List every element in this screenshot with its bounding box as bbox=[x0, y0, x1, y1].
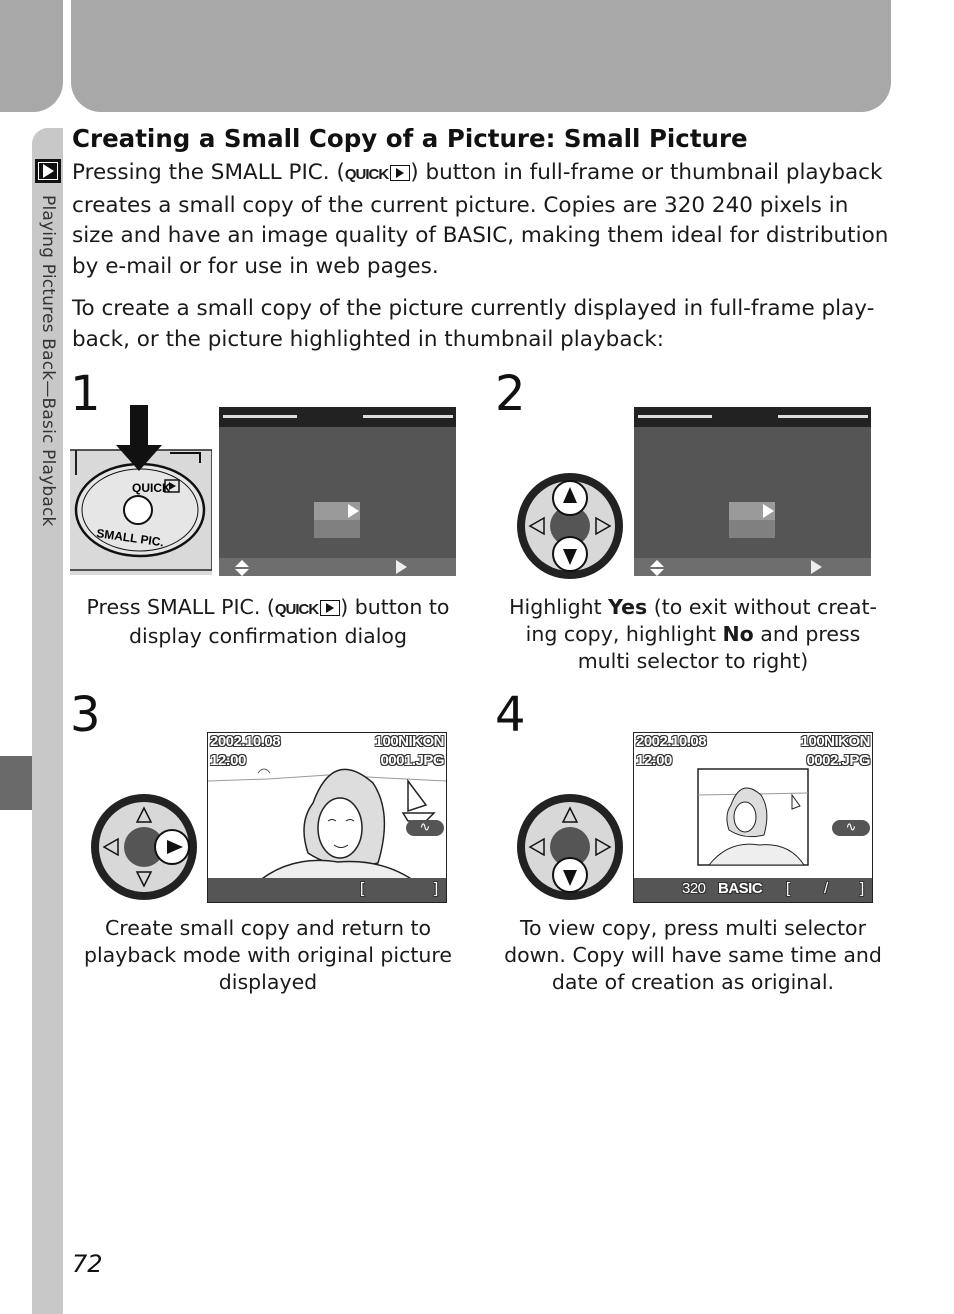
folder-readout: 100NIKON bbox=[800, 733, 870, 750]
playback-icon bbox=[35, 159, 61, 183]
updown-icon bbox=[235, 560, 249, 576]
multi-selector-right bbox=[90, 793, 200, 903]
step-4-caption: To view copy, press multi selector down. Copy will have same time and date of creation as original. bbox=[504, 916, 882, 994]
play-icon bbox=[390, 165, 410, 181]
step-3-number: 3 bbox=[70, 687, 101, 743]
page-title: Creating a Small Copy of a Picture: Small Picture bbox=[72, 124, 748, 153]
file-readout: 0001.JPG bbox=[380, 752, 444, 769]
right-arrow-icon bbox=[396, 560, 407, 574]
small-pic-label: SMALL PIC. bbox=[210, 160, 330, 185]
intro-paragraph: Pressing the SMALL PIC. (QUICK ) button in full-frame or thumbnail playback creates a small copy of the current picture. Copies are 320 240 pixels in size and have an image quality of BASIC, making them ideal for distribution by e-mail or for use in web pages. bbox=[72, 160, 889, 279]
camera-small-pic-label: SMALL PIC. bbox=[95, 526, 165, 550]
step-4-number: 4 bbox=[495, 687, 526, 743]
chapter-marker bbox=[0, 756, 32, 810]
playback-screen-original: 2002.10.08 12:00 100NIKON 0001.JPG ∿ [ ] bbox=[207, 732, 447, 903]
file-readout: 0002.JPG bbox=[806, 752, 870, 769]
time-readout: 12:00 bbox=[210, 752, 246, 769]
quick-label: QUICK bbox=[344, 166, 389, 183]
time-readout: 12:00 bbox=[636, 752, 672, 769]
date-readout: 2002.10.08 bbox=[210, 733, 281, 750]
multi-selector-down bbox=[516, 793, 626, 903]
step-3-caption: Create small copy and return to playback mode with original picture displayed bbox=[83, 916, 453, 994]
camera-button-illustration bbox=[70, 405, 212, 577]
header-bar bbox=[71, 0, 891, 112]
playback-screen-copy: 2002.10.08 12:00 100NIKON 0002.JPG ∿ 320 BASIC [ / ] bbox=[633, 732, 873, 903]
folder-readout: 100NIKON bbox=[374, 733, 444, 750]
step-2-number: 2 bbox=[495, 366, 526, 422]
date-readout: 2002.10.08 bbox=[636, 733, 707, 750]
instruction-paragraph: To create a small copy of the picture currently displayed in full-frame play-back, or the picture highlighted in thumbnail playback: bbox=[72, 296, 875, 352]
quality-readout: BASIC bbox=[718, 880, 763, 897]
sharpness-icon: ∿ bbox=[832, 820, 870, 836]
option-no bbox=[314, 520, 360, 538]
step-2-caption: Highlight Yes (to exit without creat-ing copy, highlight No and press multi selector to right) bbox=[509, 595, 877, 673]
sharpness-icon: ∿ bbox=[406, 820, 444, 836]
page-number: 72 bbox=[72, 1250, 103, 1278]
confirm-dialog-screen-2 bbox=[634, 407, 871, 576]
top-left-tab bbox=[0, 0, 63, 112]
section-label: Playing Pictures Back—Basic Playback bbox=[38, 195, 58, 527]
multi-selector-up-down bbox=[516, 472, 626, 582]
frame-separator: / bbox=[824, 880, 828, 897]
confirm-dialog-screen-1 bbox=[219, 407, 456, 576]
camera-quick-label: QUICK bbox=[132, 481, 171, 495]
step-1-caption: Press SMALL PIC. (QUICK ) button to display confirmation dialog bbox=[86, 595, 450, 648]
step-1-number: 1 bbox=[70, 366, 101, 422]
image-size-readout: 320 bbox=[682, 880, 706, 897]
